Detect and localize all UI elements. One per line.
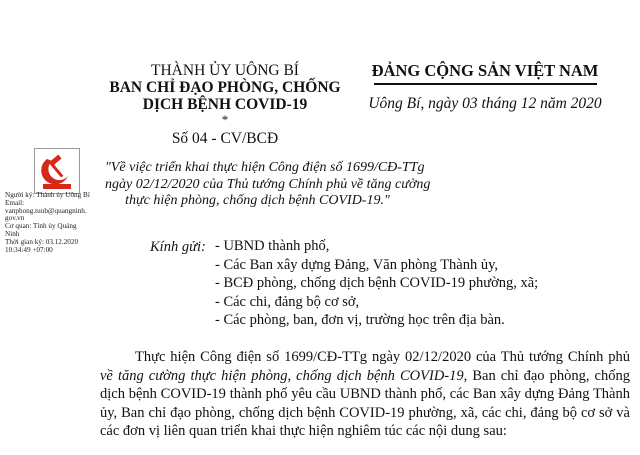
subject-line2: ngày 02/12/2020 của Thủ tướng Chính phủ về tăng cường [105, 176, 431, 192]
body-text-part3: Ban chỉ đạo phòng, chống dịch bệnh COVID-19 thành phố yêu cầu UBND thành phố, các Ban xây dựng Đảng Thành ủy, Ban chỉ đạo phòng, chống dịch bệnh COVID-19 phường, xã, các chi, đảng bộ cơ sở và các đơn vị liên quan triển khai thực hiện nghiêm túc các nội dung sau: [100, 367, 630, 440]
issuing-authority-header [90, 62, 360, 147]
recipient-item: - Các phòng, ban, đơn vị, trường học trên địa bàn. [215, 312, 505, 328]
subject-line1: "Về việc triển khai thực hiện Công điện số 1699/CĐ-TTg [105, 160, 425, 175]
signing-time: Thời gian ký: 03.12.2020 10:34:49 +07:00 [5, 237, 79, 254]
signer-email: vanphong.tuub@quangninh.gov.vn [5, 206, 87, 223]
signer: Người ký: Thành ủy Uông Bí [5, 191, 90, 199]
committee-name-line1: BAN CHỈ ĐẠO PHÒNG, CHỐNG [109, 79, 341, 96]
recipient-item: - BCĐ phòng, chống dịch bệnh COVID-19 phường, xã; [215, 275, 539, 291]
recipient-item: - UBND thành phố, [215, 238, 330, 254]
recipients-list [215, 237, 538, 330]
separator-star: * [221, 112, 229, 127]
document-number: Số 04 - CV/BCĐ [171, 130, 279, 147]
party-name: ĐẢNG CỘNG SẢN VIỆT NAM [371, 61, 599, 80]
place-date: Uông Bí, ngày 03 tháng 12 năm 2020 [368, 94, 602, 112]
committee-name-line2: DỊCH BỆNH COVID-19 [142, 96, 308, 113]
signing-agency: Cơ quan: Tỉnh ủy Quảng Ninh [5, 222, 77, 238]
recipient-item: - Các Ban xây dựng Đảng, Văn phòng Thành ủy, [215, 256, 499, 273]
body-text-part1: Thực hiện Công điện số 1699/CĐ-TTg ngày 02/12/2020 của Thủ tướng Chính phủ [135, 349, 630, 365]
party-name-underline [374, 83, 597, 85]
org-name: THÀNH ỦY UÔNG BÍ [151, 62, 299, 79]
recipients-label: Kính gửi: [150, 239, 206, 255]
recipient-item: - Các chi, đảng bộ cơ sở, [215, 293, 360, 310]
document-subject [105, 160, 431, 210]
email-label: Email: [5, 198, 25, 207]
national-header [340, 62, 630, 113]
body-paragraph [100, 348, 630, 441]
subject-line3: thực hiện phòng, chống dịch bệnh COVID-19." [125, 193, 390, 208]
digital-signature-info [5, 192, 90, 254]
digital-signature-stamp [34, 148, 80, 194]
hammer-sickle-emblem-icon [35, 149, 79, 193]
body-text-italic: về tăng cường thực hiện phòng, chống dịch bệnh COVID-19, [100, 367, 468, 384]
